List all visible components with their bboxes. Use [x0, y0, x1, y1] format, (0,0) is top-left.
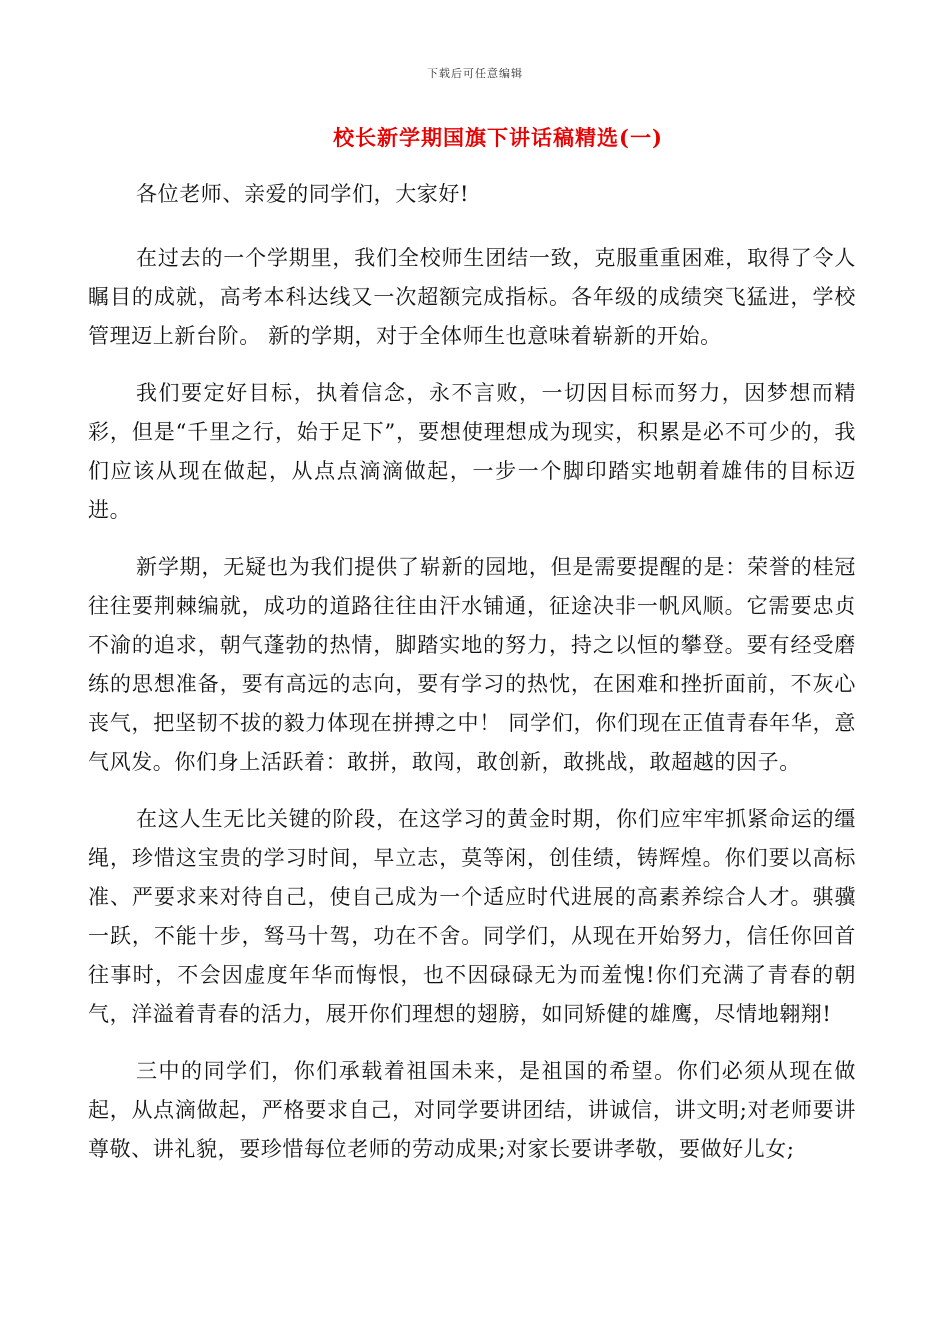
paragraph: 在这人生无比关键的阶段，在这学习的黄金时期，你们应牢牢抓紧命运的缰绳，珍惜这宝贵的学习时间，早立志，莫等闲，创佳绩，铸辉煌。你们要以高标准、严要求来对待自己，使自己成为一个适应时代进展的高素养综合人才。骐骥一跃，不能十步，驽马十驾，功在不舍。同学们，从现在开始努力，信任你回首往事时，不会因虚度年华而悔恨，也不因碌碌无为而羞愧!你们充满了青春的朝气，洋溢着青春的活力，展开你们理想的翅膀，如同矫健的雄鹰，尽情地翱翔! — [88, 807, 856, 1026]
paragraph: 在过去的一个学期里，我们全校师生团结一致，克服重重困难，取得了令人瞩目的成就，高考本科达线又一次超额完成指标。各年级的成绩突飞猛进，学校管理迈上新台阶。 新的学期，对于全体师生也意味着崭新的开始。 — [88, 246, 856, 348]
paragraph: 我们要定好目标，执着信念，永不言败，一切因目标而努力，因梦想而精彩，但是“千里之行，始于足下”，要想使理想成为现实，积累是必不可少的，我们应该从现在做起，从点点滴滴做起，一步一个脚印踏实地朝着雄伟的目标迈进。 — [88, 381, 856, 522]
document-body — [88, 175, 856, 1187]
paragraph-greeting: 各位老师、亲爱的同学们，大家好! — [136, 182, 470, 206]
paragraph: 三中的同学们，你们承载着祖国未来，是祖国的希望。你们必须从现在做起，从点滴做起，严格要求自己，对同学要讲团结，讲诚信，讲文明;对老师要讲尊敬、讲礼貌，要珍惜每位老师的劳动成果;对家长要讲孝敬，要做好儿女; — [88, 1059, 856, 1161]
header-note: 下载后可任意编辑 — [427, 67, 523, 80]
document-title: 校长新学期国旗下讲话稿精选(一) — [333, 125, 663, 150]
paragraph: 新学期，无疑也为我们提供了崭新的园地，但是需要提醒的是：荣誉的桂冠往往要荆棘编就，成功的道路往往由汗水铺通，征途决非一帆风顺。它需要忠贞不渝的追求，朝气蓬勃的热情，脚踏实地的努力，持之以恒的攀登。要有经受磨练的思想准备，要有高远的志向，要有学习的热忱，在困难和挫折面前，不灰心丧气，把坚韧不拔的毅力体现在拼搏之中！ 同学们，你们现在正值青春年华，意气风发。你们身上活跃着：敢拼，敢闯，敢创新，敢挑战，敢超越的因子。 — [88, 555, 856, 774]
